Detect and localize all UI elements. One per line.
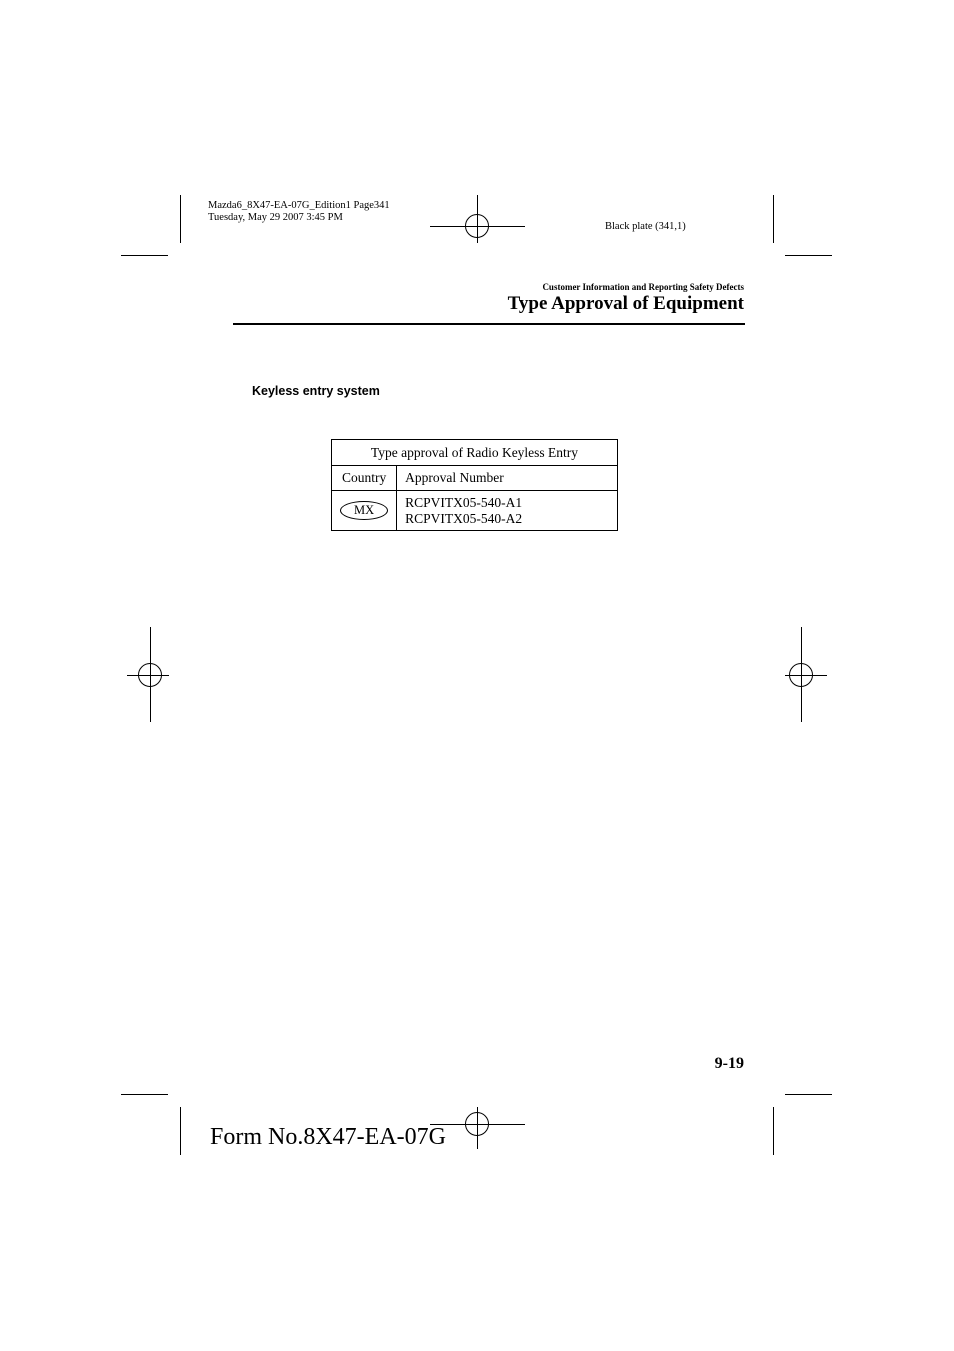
print-info-file: Mazda6_8X47-EA-07G_Edition1 Page341 — [208, 200, 390, 211]
plate-label: Black plate (341,1) — [605, 221, 686, 232]
section-label: Customer Information and Reporting Safety Defects — [542, 282, 744, 292]
column-header-country: Country — [332, 466, 397, 491]
country-badge: MX — [340, 501, 388, 520]
header-rule — [233, 323, 745, 325]
subheading: Keyless entry system — [252, 384, 380, 398]
form-number: Form No.8X47-EA-07G — [210, 1124, 446, 1150]
approval-number-1: RCPVITX05-540-A1 — [405, 494, 523, 510]
approval-table — [331, 439, 618, 531]
approval-number-2: RCPVITX05-540-A2 — [405, 510, 523, 526]
print-info — [208, 200, 390, 224]
table-row — [332, 491, 618, 531]
column-header-number: Approval Number — [397, 466, 618, 491]
page-number: 9-19 — [714, 1055, 744, 1072]
approval-number-cell — [397, 491, 618, 531]
table-title: Type approval of Radio Keyless Entry — [332, 440, 618, 466]
page-title: Type Approval of Equipment — [507, 293, 744, 314]
country-cell — [332, 491, 397, 531]
print-info-date: Tuesday, May 29 2007 3:45 PM — [208, 212, 343, 223]
